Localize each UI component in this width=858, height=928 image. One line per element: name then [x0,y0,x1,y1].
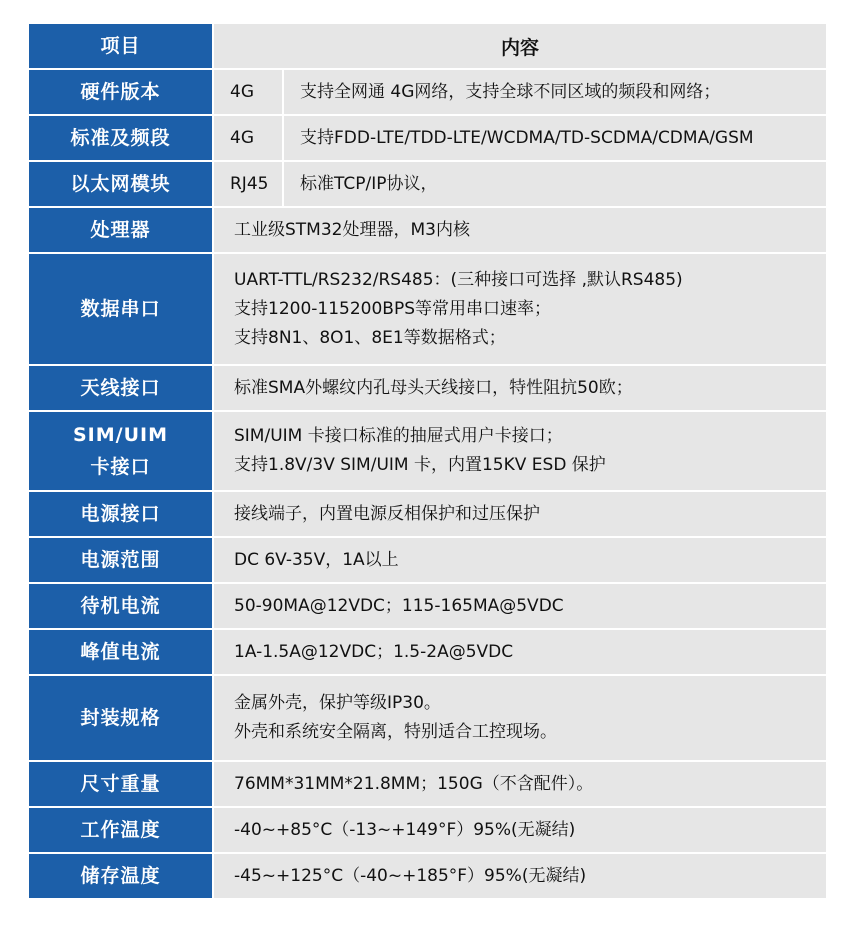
value-standby: 50-90MA@12VDC；115-165MA@5VDC [214,584,826,628]
value-power-port: 接线端子，内置电源反相保护和过压保护 [214,492,826,536]
label-power-port: 电源接口 [29,492,212,536]
serial-line-1: UART-TTL/RS232/RS485：(三种接口可选择 ,默认RS485) [234,269,683,290]
header-content: 内容 [214,24,826,68]
sim-line-2: 支持1.8V/3V SIM/UIM 卡，内置15KV ESD 保护 [234,455,606,475]
value-ethernet: 标准TCP/IP协议， [284,162,826,206]
value-serial [214,254,826,364]
package-line-2: 外壳和系统安全隔离，特别适合工控现场。 [234,722,557,742]
sim-label-line-1: SIM/UIM [72,424,168,446]
spec-table [29,24,826,898]
tag-ethernet: RJ45 [214,162,282,206]
label-storage-temp: 储存温度 [29,854,212,898]
value-size: 76MM*31MM*21.8MM；150G（不含配件）。 [214,762,826,806]
value-peak: 1A-1.5A@12VDC；1.5-2A@5VDC [214,630,826,674]
serial-line-3: 支持8N1、8O1、8E1等数据格式； [234,327,506,348]
tag-hardware: 4G [214,70,282,114]
label-size: 尺寸重量 [29,762,212,806]
value-work-temp: -40~+85°C（-13~+149°F）95%(无凝结) [214,808,826,852]
label-standard: 标准及频段 [29,116,212,160]
package-line-1: 金属外壳，保护等级IP30。 [234,693,441,713]
label-ethernet: 以太网模块 [29,162,212,206]
label-processor: 处理器 [29,208,212,252]
header-item: 项目 [29,24,212,68]
label-peak: 峰值电流 [29,630,212,674]
value-antenna: 标准SMA外螺纹内孔母头天线接口，特性阻抗50欧； [214,366,826,410]
value-processor: 工业级STM32处理器，M3内核 [214,208,826,252]
value-power-range: DC 6V-35V，1A以上 [214,538,826,582]
label-package: 封装规格 [29,676,212,760]
label-hardware: 硬件版本 [29,70,212,114]
label-work-temp: 工作温度 [29,808,212,852]
tag-standard: 4G [214,116,282,160]
sim-label-line-2: 卡接口 [90,456,151,478]
label-power-range: 电源范围 [29,538,212,582]
label-standby: 待机电流 [29,584,212,628]
label-sim [29,412,212,490]
sim-line-1: SIM/UIM 卡接口标准的抽屉式用户卡接口； [234,426,563,446]
value-storage-temp: -45~+125°C（-40~+185°F）95%(无凝结) [214,854,826,898]
value-package [214,676,826,760]
value-sim [214,412,826,490]
value-standard: 支持FDD-LTE/TDD-LTE/WCDMA/TD-SCDMA/CDMA/GSM [284,116,826,160]
serial-line-2: 支持1200-115200BPS等常用串口速率； [234,298,551,319]
label-serial: 数据串口 [29,254,212,364]
value-hardware: 支持全网通 4G网络，支持全球不同区域的频段和网络； [284,70,826,114]
label-antenna: 天线接口 [29,366,212,410]
